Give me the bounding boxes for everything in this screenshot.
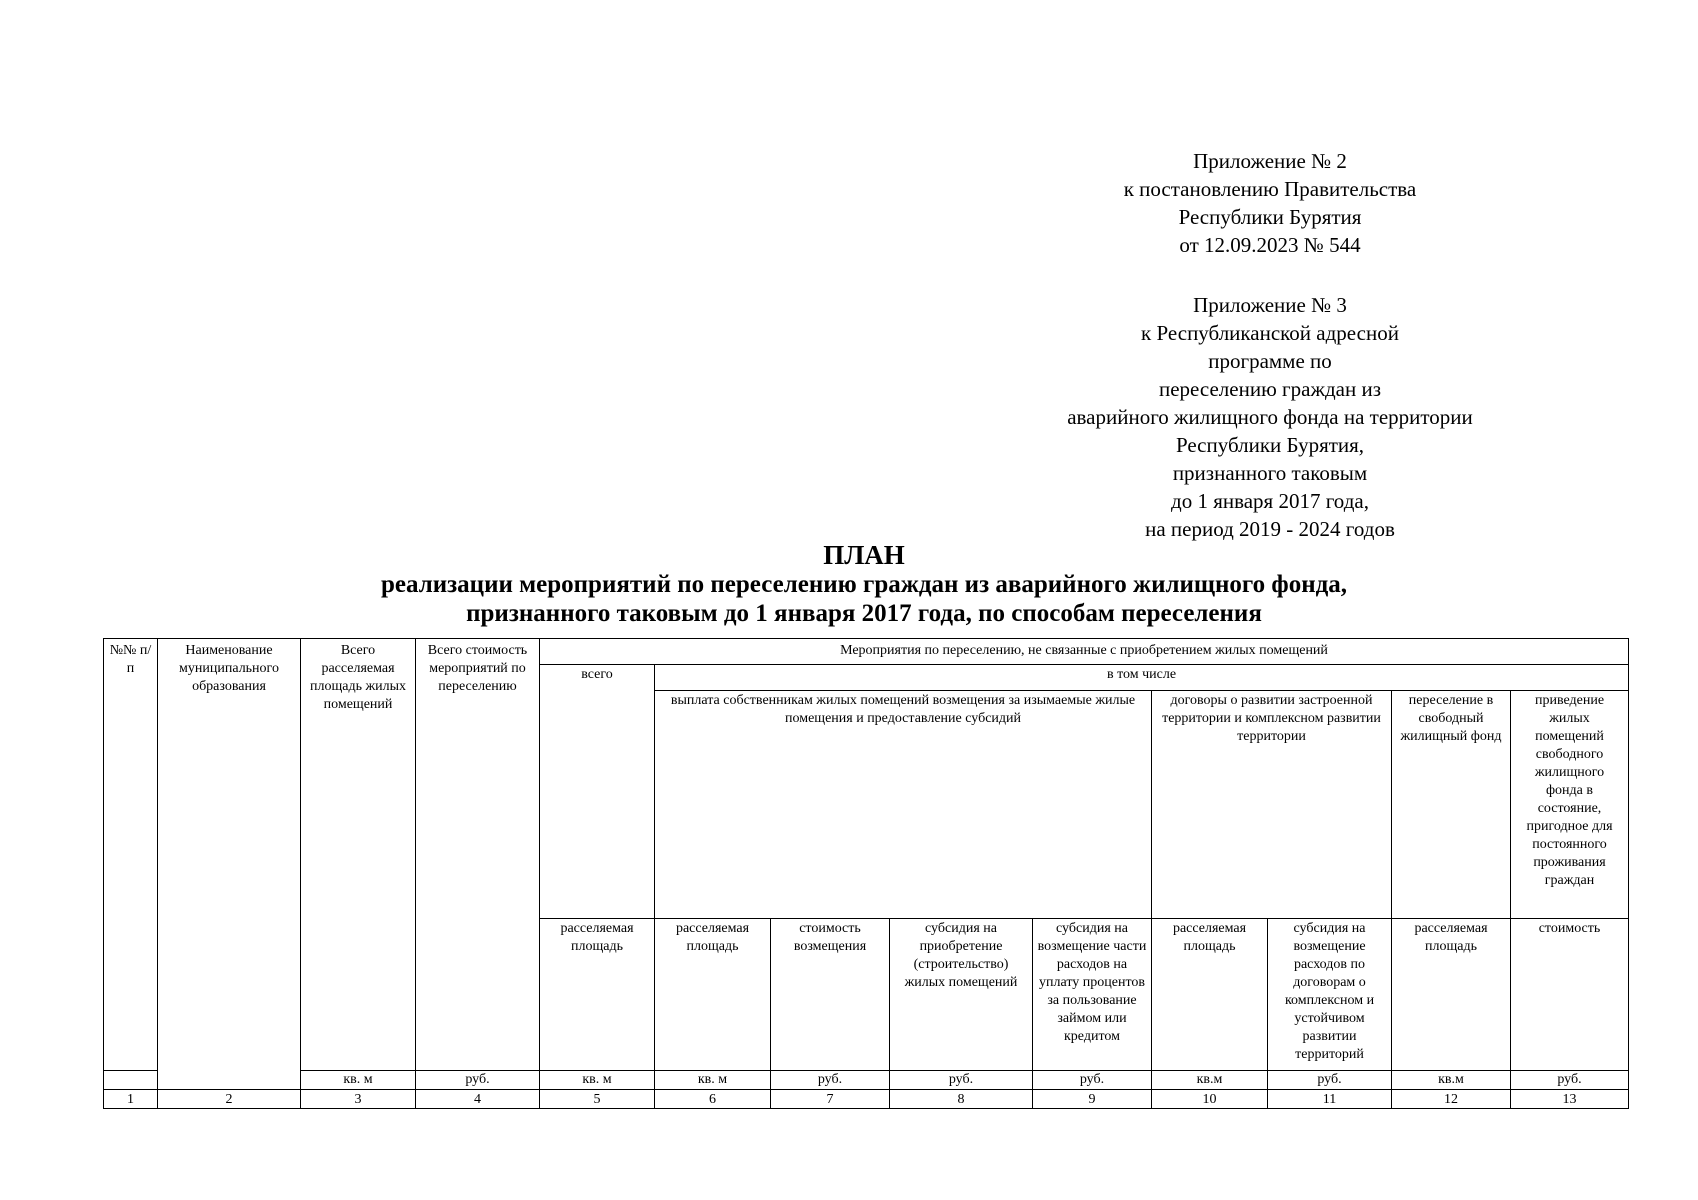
attachment-line: Приложение № 3 <box>1193 293 1347 317</box>
attachment-line: признанного таковым <box>1172 461 1368 485</box>
header-group: Мероприятия по переселению, не связанные с приобретением жилых помещений <box>540 639 1629 665</box>
header-param-12: расселяемая площадь <box>1392 919 1511 1071</box>
units-cell: руб. <box>1268 1071 1392 1090</box>
units-cell: кв. м <box>540 1071 655 1090</box>
column-number: 6 <box>655 1090 771 1109</box>
header-total-area: Всего расселяемая площадь жилых помещений <box>301 639 416 1071</box>
column-number: 10 <box>1152 1090 1268 1109</box>
attachment-line: Республики Бурятия, <box>1175 433 1365 457</box>
column-number: 2 <box>158 1090 301 1109</box>
units-row <box>104 1071 1629 1090</box>
header-free-fund: переселение в свободный жилищный фонд <box>1392 691 1511 919</box>
header-param-5: расселяемая площадь <box>540 919 655 1071</box>
table-header-row <box>104 639 1629 665</box>
units-cell-num <box>104 1071 158 1090</box>
header-contracts: договоры о развитии застроенной территории и комплексном развитии территории <box>1152 691 1392 919</box>
header-param-9: субсидия на возмещение части расходов на уплату процентов за пользование займом или кредитом <box>1033 919 1152 1071</box>
column-number: 9 <box>1033 1090 1152 1109</box>
plan-table <box>103 638 1629 1109</box>
column-number: 11 <box>1268 1090 1392 1109</box>
units-cell: руб. <box>771 1071 890 1090</box>
column-number: 5 <box>540 1090 655 1109</box>
attachment-line: Приложение № 2 <box>1193 149 1347 173</box>
attachment-line: программе по <box>1208 349 1332 373</box>
attachment-line: к постановлению Правительства <box>1123 177 1417 201</box>
column-number: 1 <box>104 1090 158 1109</box>
column-number: 12 <box>1392 1090 1511 1109</box>
column-number: 3 <box>301 1090 416 1109</box>
column-number: 7 <box>771 1090 890 1109</box>
title-line-2: признанного таковым до 1 января 2017 года, по способам переселения <box>466 600 1262 627</box>
header-param-7: стоимость возмещения <box>771 919 890 1071</box>
units-cell: руб. <box>1033 1071 1152 1090</box>
units-cell: кв.м <box>1392 1071 1511 1090</box>
column-number: 8 <box>890 1090 1033 1109</box>
units-cell: кв.м <box>1152 1071 1268 1090</box>
column-numbers-row <box>104 1090 1629 1109</box>
title-main: ПЛАН <box>823 540 905 570</box>
header-total-cost: Всего стоимость мероприятий по переселению <box>416 639 540 1071</box>
attachment-line: от 12.09.2023 № 544 <box>1179 233 1361 257</box>
units-cell: кв. м <box>655 1071 771 1090</box>
header-param-10: расселяемая площадь <box>1152 919 1268 1071</box>
header-param-6: расселяемая площадь <box>655 919 771 1071</box>
header-param-13: стоимость <box>1511 919 1629 1071</box>
header-num: №№ п/п <box>104 639 158 1071</box>
units-cell: кв. м <box>301 1071 416 1090</box>
title-line-1: реализации мероприятий по переселению граждан из аварийного жилищного фонда, <box>380 571 1348 598</box>
attachment-line: переселению граждан из <box>1159 377 1381 401</box>
units-cell: руб. <box>1511 1071 1629 1090</box>
header-name: Наименование муниципального образования <box>158 639 301 1090</box>
attachment-line: на период 2019 - 2024 годов <box>1145 517 1395 541</box>
column-number: 13 <box>1511 1090 1629 1109</box>
header-payment: выплата собственникам жилых помещений возмещения за изымаемые жилые помещения и предоставление субсидий <box>655 691 1152 919</box>
header-param-8: субсидия на приобретение (строительство) жилых помещений <box>890 919 1033 1071</box>
attachment-line: к Республиканской адресной <box>1141 321 1399 345</box>
attachment-2-header <box>1000 147 1540 259</box>
column-number: 4 <box>416 1090 540 1109</box>
header-bringing: приведение жилых помещений свободного жилищного фонда в состояние, пригодное для постоянного проживания граждан <box>1511 691 1629 919</box>
units-cell: руб. <box>416 1071 540 1090</box>
header-including: в том числе <box>655 665 1629 691</box>
attachment-3-header <box>1000 291 1540 543</box>
document-title <box>100 540 1628 628</box>
attachment-line: до 1 января 2017 года, <box>1171 489 1369 513</box>
attachment-line: аварийного жилищного фонда на территории <box>1067 405 1473 429</box>
attachment-line: Республики Бурятия <box>1178 205 1362 229</box>
header-total: всего <box>540 665 655 919</box>
units-cell: руб. <box>890 1071 1033 1090</box>
header-param-11: субсидия на возмещение расходов по договорам о комплексном и устойчивом развитии территорий <box>1268 919 1392 1071</box>
